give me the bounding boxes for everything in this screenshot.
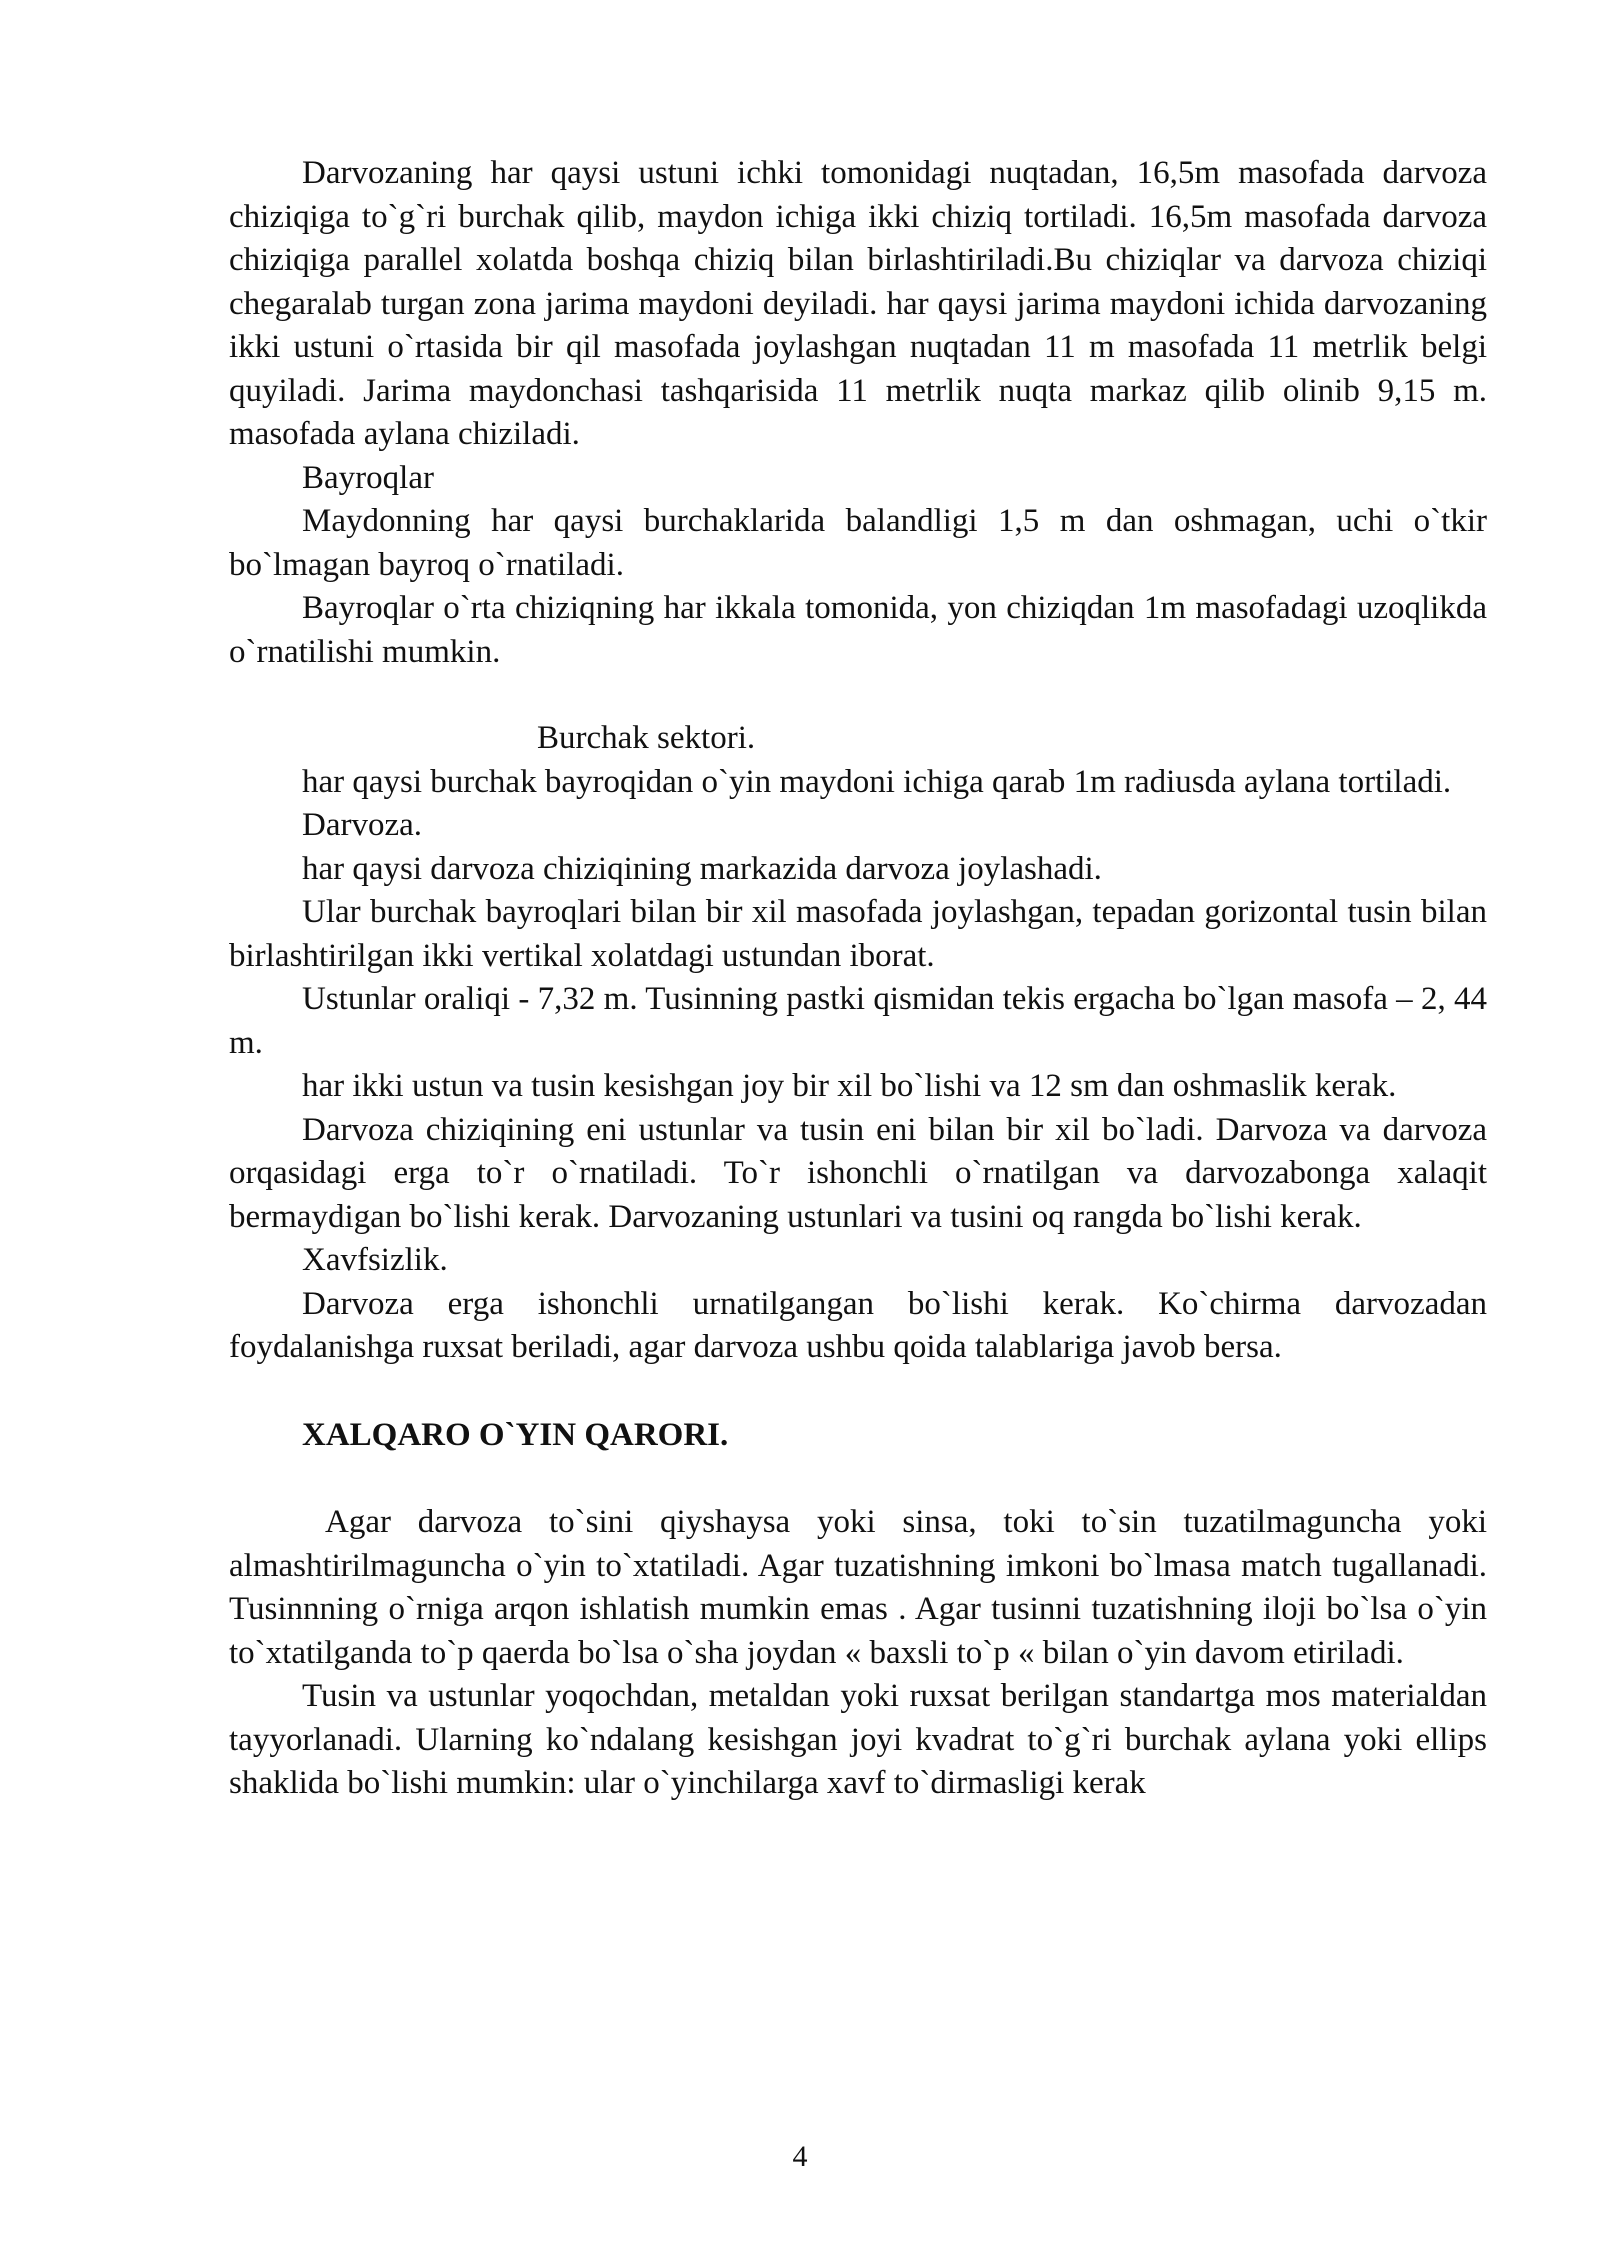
paragraph-goal-dimensions: Ustunlar oraliqi - 7,32 m. Tusinning pastki qismidan tekis ergacha bo`lgan masofa – 2, 44 m. [229, 981, 1487, 1061]
heading-international-decision: XALQARO O`YIN QARORI. [302, 1416, 729, 1453]
paragraph-crossbar-broken: Agar darvoza to`sini qiyshaysa yoki sinsa, toki to`sin tuzatilmaguncha yoki almashtirilmaguncha o`yin to`xtatiladi. Agar tuzatishning imkoni bo`lmasa match tugallanadi. Tusinnning o`rniga arqon ishlatish mumkin emas . Agar tusinni tuzatishning iloji bo`lsa o`yin to`xtatilganda to`p qaerda bo`lsa o`sha joydan « baxsli to`p « bilan o`yin davom etiriladi. [229, 1504, 1487, 1671]
paragraph-goal-structure: Ular burchak bayroqlari bilan bir xil masofada joylashgan, tepadan gorizontal tusin bilan birlashtirilgan ikki vertikal xolatdagi ustundan iborat. [229, 894, 1487, 974]
paragraph-safety: Darvoza erga ishonchli urnatilgangan bo`lishi kerak. Ko`chirma darvozadan foydalanishga ruxsat beriladi, agar darvoza ushbu qoida talablariga javob bersa. [229, 1285, 1487, 1365]
paragraph-penalty-area: Darvozaning har qaysi ustuni ichki tomonidagi nuqtadan, 16,5m masofada darvoza chiziqiga to`g`ri burchak qilib, maydon ichiga ikki chiziq tortiladi. 16,5m masofada darvoza chiziqiga parallel xolatda boshqa chiziq bilan birlashtiriladi.Bu chiziqlar va darvoza chiziqi chegaralab turgan zona jarima maydoni deyiladi. har qaysi jarima maydoni ichida darvozaning ikki ustuni o`rtasida bir qil masofada joylashgan nuqtadan 11 m masofada 11 metrlik belgi quyiladi. Jarima maydonchasi tashqarisida 11 metrlik nuqta markaz qilib olinib 9,15 m. masofada aylana chiziladi. [229, 155, 1487, 452]
paragraph-corner-arc: har qaysi burchak bayroqidan o`yin maydoni ichiga qarab 1m radiusda aylana tortiladi. [302, 763, 1452, 800]
paragraph-halfway-flags: Bayroqlar o`rta chiziqning har ikkala tomonida, yon chiziqdan 1m masofadagi uzoqlikda o`rnatilishi mumkin. [229, 590, 1487, 670]
paragraph-goal-materials: Tusin va ustunlar yoqochdan, metaldan yoki ruxsat berilgan standartga mos materialdan tayyorlanadi. Ularning ko`ndalang kesishgan joyi kvadrat to`g`ri burchak aylana yoki ellips shaklida bo`lishi mumkin: ular o`yinchilarga xavf to`dirmasligi kerak [229, 1678, 1487, 1801]
page-number: 4 [792, 2140, 808, 2173]
paragraph-goal-posts: har ikki ustun va tusin kesishgan joy bir xil bo`lishi va 12 sm dan oshmaslik kerak. [302, 1068, 1397, 1104]
paragraph-corner-flags: Maydonning har qaysi burchaklarida balandligi 1,5 m dan oshmagan, uchi o`tkir bo`lmagan bayroq o`rnatiladi. [229, 503, 1487, 583]
subheading-flags: Bayroqlar [302, 459, 434, 496]
heading-corner-arc: Burchak sektori. [537, 720, 756, 756]
subheading-goal: Darvoza. [302, 807, 423, 843]
paragraph-goal-net: Darvoza chiziqining eni ustunlar va tusin eni bilan bir xil bo`ladi. Darvoza va darvoza orqasidagi erga to`r o`rnatiladi. To`r ishonchli o`rnatilgan va darvozabonga xalaqit bermaydigan bo`lishi kerak. Darvozaning ustunlari va tusini oq rangda bo`lishi kerak. [229, 1111, 1487, 1235]
document-page [229, 152, 1487, 1806]
subheading-safety: Xavfsizlik. [302, 1242, 448, 1278]
paragraph-goal-position: har qaysi darvoza chiziqining markazida darvoza joylashadi. [302, 850, 1102, 887]
